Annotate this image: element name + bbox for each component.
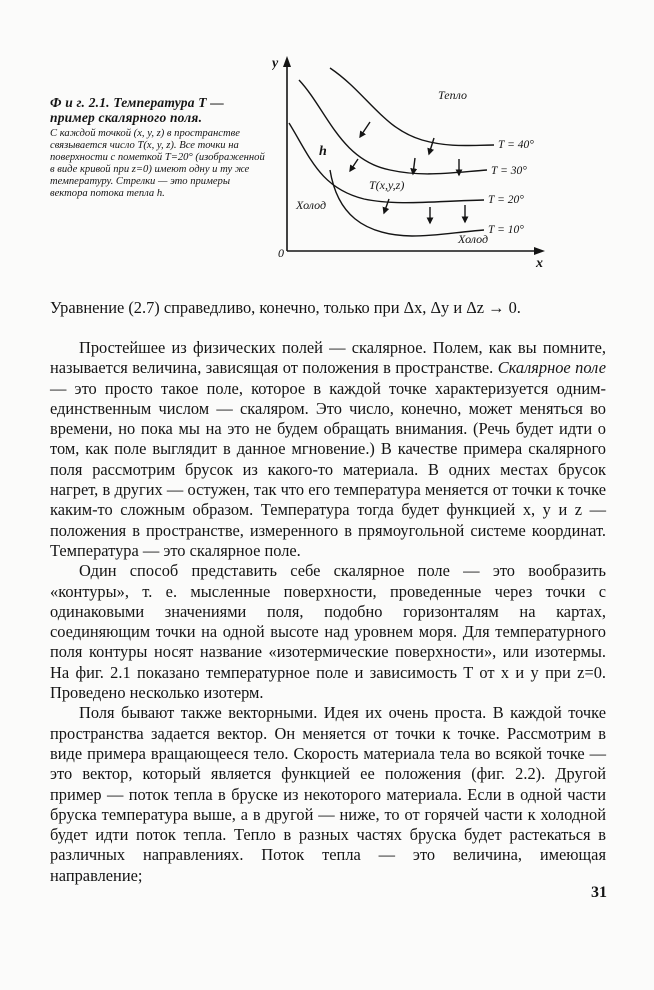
y-axis-label: y: [272, 56, 279, 71]
paragraph: Поля бывают также векторными. Идея их очень проста. В каждой точке пространства задается вектор. Он меняется от точки к точке. Рассмотрим в виде примера вращающееся тело. Скорость материала тела во всякой точке — это вектор, который является функцией ее положения (фиг. 2.2). Другой пример — поток тепла в бруске из некоторого материала. Если в одной части бруска температура выше, а в другой — ниже, то от горячей части к холодной будет идти поток тепла. Тепло в разных частях бруска будет растекаться в различных направлениях. Поток тепла — это величина, имеющая направление;: [50, 703, 606, 885]
heat-flow-arrow: [413, 158, 415, 174]
isotherm-label-40: T = 40°: [498, 139, 534, 151]
y-axis-arrow: [283, 56, 291, 67]
cold-label-bottom: Холод: [458, 232, 489, 246]
x-axis-label: x: [536, 256, 543, 271]
figure-temperature-field: [272, 55, 562, 273]
isotherm-label-10: T = 10°: [488, 224, 524, 236]
page-number: 31: [591, 884, 607, 901]
emphasis: Скалярное поле: [497, 358, 606, 378]
paragraph-text: — это просто такое поле, которое в каждой точке характеризуется одним-единственным числом — скаляром. Это число, конечно, может меняться во времени, но пока мы на это не будем обращать внимания. (Речь будет идти о том, как поле выглядит в данное мгновение.) В качестве примера скалярного поля рассмотрим брусок из какого-то материала. В одних местах брусок нагрет, в других — остужен, так что его температура меняется от точки к точке каким-то сложным образом. Температура тогда будет функцией x, y и z — положения в пространстве, измеренного в прямоугольной системе координат. Температура — это скалярное поле.: [50, 378, 606, 560]
paragraph: [50, 338, 606, 561]
paragraph-text: Простейшее из физических полей — скалярное. Полем, как вы помните, называется величина, зависящая от положения в пространстве.: [50, 338, 606, 378]
caption-title: Ф и г. 2.1. Температура T — пример скалярного поля.: [50, 95, 224, 125]
heat-flow-arrow: [429, 138, 434, 154]
body-text: [50, 338, 606, 886]
isotherm-label-20: T = 20°: [488, 194, 524, 206]
isotherm-label-30: T = 30°: [491, 165, 527, 177]
vector-label-h: h: [319, 144, 327, 159]
point-label: T(x,y,z): [369, 178, 405, 192]
isotherm-40: [330, 68, 494, 146]
caption-body: С каждой точкой (x, y, z) в пространстве связывается число T(x, y, z). Все точки на поверхности с пометкой T=20° (изображенной в виде кривой при z=0) имеют одну и ту же температуру. Стрелки — это примеры вектора потока тепла h.: [50, 128, 265, 199]
paragraph: Один способ представить себе скалярное поле — это вообразить «контуры», т. е. мысленные поверхности, проведенные через точки с одинаковыми значениями поля, подобно горизонталям на картах, соединяющим точки на одной высоте над уровнем моря. Для температурного поля контуры носят название «изотермические поверхности», или изотермы. На фиг. 2.1 показано температурное поле и зависимость T от x и y при z=0. Проведено несколько изотерм.: [50, 561, 606, 703]
heat-flow-arrow: [360, 122, 370, 137]
warm-label: Тепло: [438, 88, 467, 102]
origin-label: 0: [278, 246, 284, 260]
cold-label-left: Холод: [296, 198, 327, 212]
heat-flow-arrow: [384, 199, 389, 213]
lead-paragraph: Уравнение (2.7) справедливо, конечно, только при Δx, Δy и Δz → 0.: [50, 298, 521, 317]
heat-flow-arrow: [350, 159, 358, 171]
x-axis-arrow: [534, 247, 545, 255]
figure-caption: [50, 95, 265, 200]
